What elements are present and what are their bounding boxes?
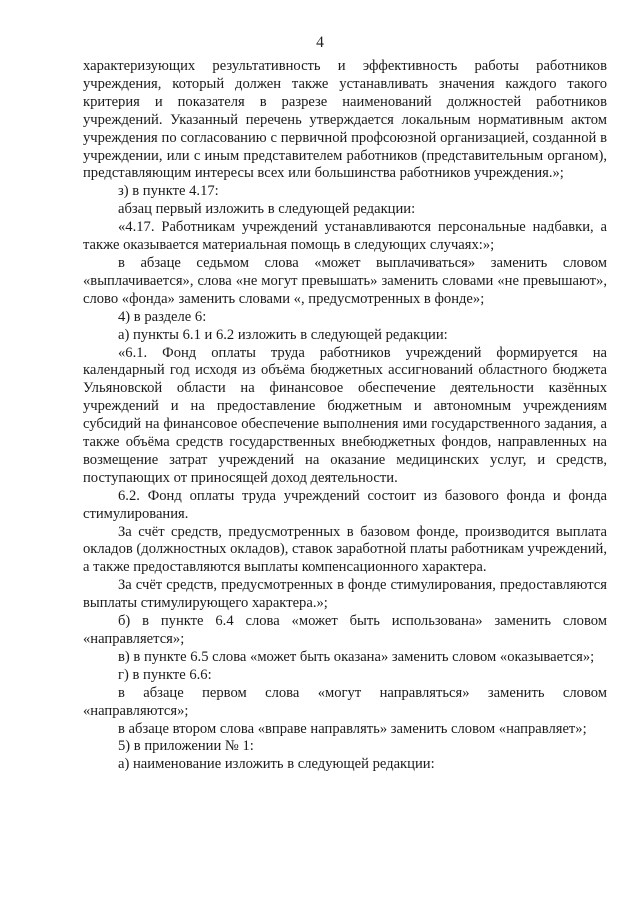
paragraph: 5) в приложении № 1: bbox=[118, 738, 254, 755]
paragraph: «6.1. Фонд оплаты труда работников учреждений формируется на календарный год исходя из объёма бюджетных ассигнований областного бюджета Ульяновской области на финансовое обеспечение деятельности казённых учреждений и на предоставление бюджетным и автономным учреждениям субсидий на финансовое обеспечение выполнения ими государственного задания, а также объёма средств государственных внебюджетных фондов, направленных на возмещение затрат учреждений на оказание медицинских услуг, и средств, поступающих от приносящей доход деятельности. bbox=[83, 344, 607, 486]
paragraph: г) в пункте 6.6: bbox=[118, 666, 212, 683]
paragraph: в абзаце втором слова «вправе направлять» заменить словом «направляет»; bbox=[118, 720, 587, 737]
paragraph: За счёт средств, предусмотренных в базовом фонде, производится выплата окладов (должностных окладов), ставок заработной платы работникам учреждений, а также предоставляются выплаты компенсационного характера. bbox=[83, 523, 607, 576]
document-body bbox=[83, 58, 607, 774]
paragraph: характеризующих результативность и эффективность работы работников учреждения, который должен также устанавливать значения каждого такого критерия и показателя в разрезе наименований должностей работников учреждений. Указанный перечень утверждается локальным нормативным актом учреждения по согласованию с первичной профсоюзной организацией, созданной в учреждении, или с иным представителем работников (представительным органом), представляющим интересы всех или большинства работников учреждения.»; bbox=[83, 58, 607, 182]
paragraph: з) в пункте 4.17: bbox=[118, 183, 219, 200]
paragraph: «4.17. Работникам учреждений устанавливаются персональные надбавки, а также оказывается материальная помощь в следующих случаях:»; bbox=[83, 219, 607, 254]
paragraph: в) в пункте 6.5 слова «может быть оказана» заменить словом «оказывается»; bbox=[118, 648, 595, 665]
paragraph: За счёт средств, предусмотренных в фонде стимулирования, предоставляются выплаты стимулирующего характера.»; bbox=[83, 577, 607, 612]
page-number: 4 bbox=[316, 34, 324, 51]
paragraph: а) пункты 6.1 и 6.2 изложить в следующей редакции: bbox=[118, 326, 448, 343]
paragraph: в абзаце седьмом слова «может выплачиваться» заменить словом «выплачивается», слова «не могут превышать» заменить словами «не превышают», слово «фонда» заменить словами «, предусмотренных в фонде»; bbox=[83, 254, 607, 307]
paragraph: а) наименование изложить в следующей редакции: bbox=[118, 756, 435, 773]
paragraph: 6.2. Фонд оплаты труда учреждений состоит из базового фонда и фонда стимулирования. bbox=[83, 487, 607, 522]
paragraph: абзац первый изложить в следующей редакции: bbox=[118, 201, 416, 218]
paragraph: в абзаце первом слова «могут направляться» заменить словом «направляются»; bbox=[83, 684, 607, 719]
paragraph: 4) в разделе 6: bbox=[118, 308, 207, 325]
paragraph: б) в пункте 6.4 слова «может быть использована» заменить словом «направляется»; bbox=[83, 613, 607, 647]
